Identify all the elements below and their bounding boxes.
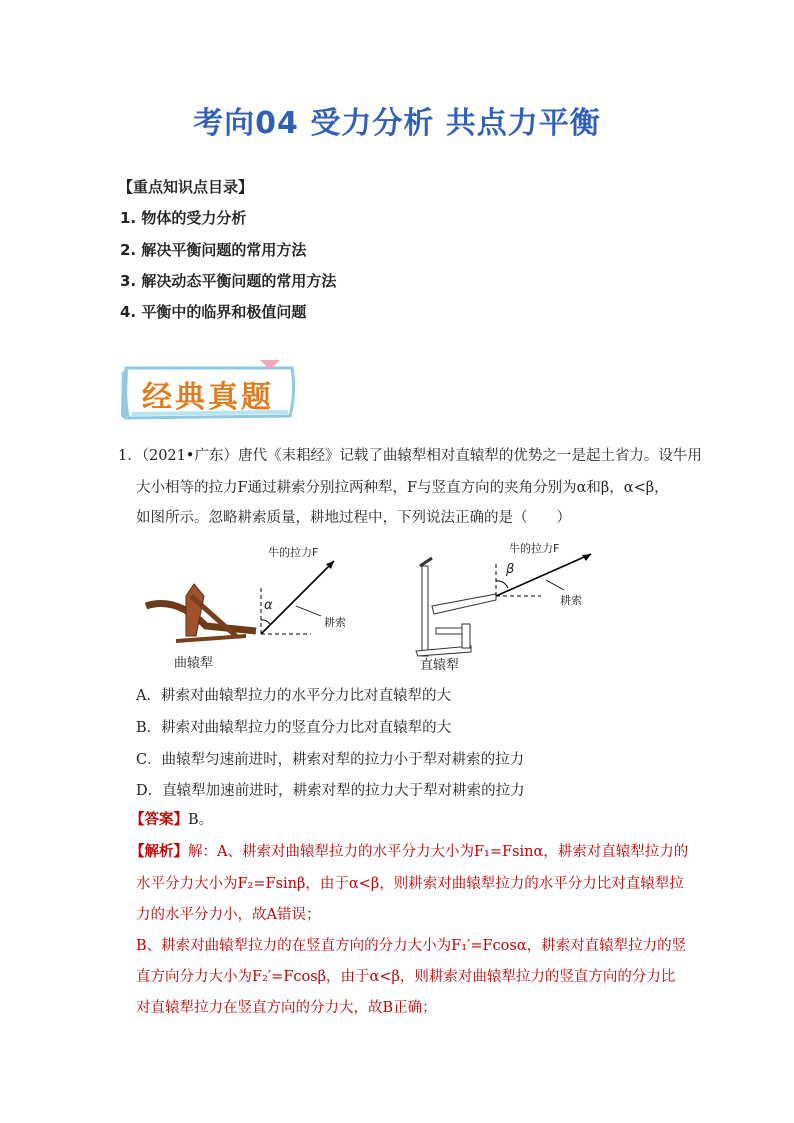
answer-label: 【答案】 xyxy=(130,811,188,828)
analysis-line-3: 力的水平分力小，故A错误； xyxy=(136,907,321,923)
question-number: 1． xyxy=(118,448,142,464)
question-text-1: （2021•广东）唐代《耒耜经》记载了曲辕犁相对直辕犁的优势之一是起土省力。设牛用 xyxy=(141,448,702,464)
right-angle-label: β xyxy=(506,562,515,577)
toc-heading: 【重点知识点目录】 xyxy=(118,178,254,196)
toc-item-4: 4. 平衡中的临界和极值问题 xyxy=(120,303,307,321)
toc-item-2: 2. 解决平衡问题的常用方法 xyxy=(120,241,307,259)
right-caption: 直辕犁 xyxy=(420,658,460,673)
figure-plows xyxy=(136,536,616,676)
left-force-label: 牛的拉力F xyxy=(268,546,319,559)
left-angle-label: α xyxy=(264,598,273,613)
answer-line xyxy=(130,810,213,830)
left-caption: 曲辕犁 xyxy=(174,656,214,671)
question-line-2: 大小相等的拉力F通过耕索分别拉两种犁，F与竖直方向的夹角分别为α和β，α<β， xyxy=(136,480,669,496)
analysis-line-2: 水平分力大小为F₂=Fsinβ，由于α<β，则耕索对曲辕犁拉力的水平分力比对直辕犁拉 xyxy=(136,876,684,892)
option-b: B．耕索对曲辕犁拉力的竖直分力比对直辕犁的大 xyxy=(136,720,452,736)
answer-value: B。 xyxy=(188,812,214,828)
toc-item-3: 3. 解决动态平衡问题的常用方法 xyxy=(120,272,337,290)
analysis-line-6: 对直辕犁拉力在竖直方向的分力大，故B正确； xyxy=(136,1000,437,1016)
option-a: A．耕索对曲辕犁拉力的水平分力比对直辕犁的大 xyxy=(136,688,451,704)
left-rope-label: 耕索 xyxy=(324,616,346,629)
option-d: D．直辕犁加速前进时，耕索对犁的拉力大于犁对耕索的拉力 xyxy=(136,783,525,799)
analysis-line-5: 直方向分力大小为F₂′=Fcosβ，由于α<β，则耕索对曲辕犁拉力的竖直方向的分力比 xyxy=(136,969,676,985)
banner-text: 经典真题 xyxy=(142,380,274,415)
analysis-line-4: B、耕索对曲辕犁拉力的在竖直方向的分力大小为F₁′=Fcosα，耕索对直辕犁拉力的竖 xyxy=(136,938,687,954)
option-c: C．曲辕犁匀速前进时，耕索对犁的拉力小于犁对耕索的拉力 xyxy=(136,752,525,768)
right-force-label: 牛的拉力F xyxy=(509,542,560,555)
page-title: 考向04 受力分析 共点力平衡 xyxy=(193,106,601,141)
question-line-1 xyxy=(118,446,702,466)
section-banner xyxy=(120,358,300,426)
analysis-line-1 xyxy=(130,842,688,862)
right-rope-label: 耕索 xyxy=(560,594,582,607)
toc-item-1: 1. 物体的受力分析 xyxy=(120,209,247,227)
question-line-3: 如图所示。忽略耕索质量，耕地过程中，下列说法正确的是（ ） xyxy=(136,510,571,526)
analysis-text-1: 解：A、耕索对曲辕犁拉力的水平分力大小为F₁=Fsinα，耕索对直辕犁拉力的 xyxy=(188,844,689,860)
analysis-label: 【解析】 xyxy=(130,843,188,860)
